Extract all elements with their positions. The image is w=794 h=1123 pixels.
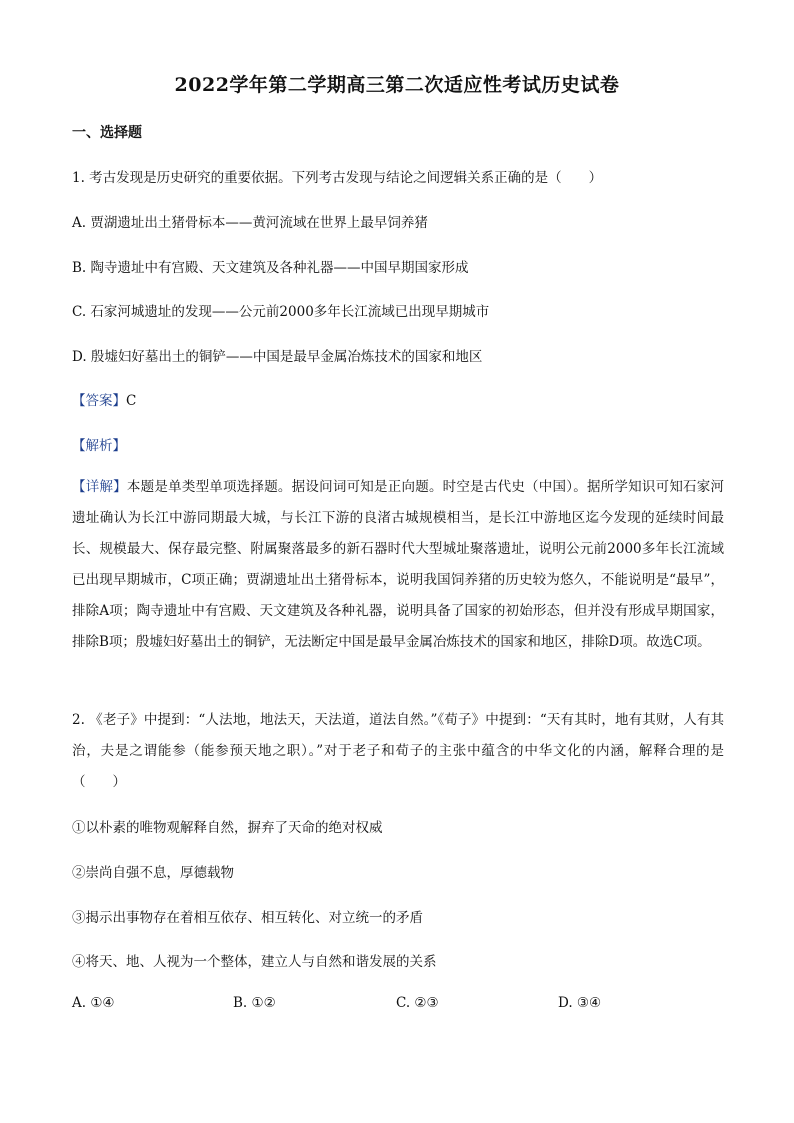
answer-tag: 【答案】 <box>72 393 126 409</box>
section-heading: 一、选择题 <box>72 125 142 141</box>
detail-text: 本题是单类型单项选择题。据设问词可知是正向题。时空是古代史（中国）。据所学知识可知石家河遗址确认为长江中游同期最大城，与长江下游的良渚古城规模相当，是长江中游地区迄今发现的延续时间最长、规模最大、保存最完整、附属聚落最多的新石器时代大型城址聚落遗址，说明公元前2000多年长江流域已出现早期城市，C项正确；贾湖遗址出土猪骨标本，说明我国饲养猪的历史较为悠久，不能说明是“最早”，排除A项；陶寺遗址中有宫殿、天文建筑及各种礼器，说明具备了国家的初始形态，但并没有形成早期国家，排除B项；殷墟妇好墓出土的铜铲，无法断定中国是最早金属冶炼技术的国家和地区，排除D项。故选C项。 <box>72 479 725 650</box>
question-2-stem: 2. 《老子》中提到：“人法地，地法天，天法道，道法自然。”《荀子》中提到：“天有其时，地有其财，人有其治，夫是之谓能参（能参预天地之职）。”对于老子和荀子的主张中蕴含的中华文化的内涵，解释合理的是（ ） <box>72 712 724 790</box>
question-1-option-b: B. 陶寺遗址中有宫殿、天文建筑及各种礼器——中国早期国家形成 <box>72 260 469 276</box>
detail-tag: 【详解】 <box>72 479 127 495</box>
question-1-option-d: D. 殷墟妇好墓出土的铜铲——中国是最早金属冶炼技术的国家和地区 <box>72 349 483 365</box>
exam-title: 2022学年第二学期高三第二次适应性考试历史试卷 <box>174 74 620 96</box>
question-2-choice-b: B. ①② <box>233 995 276 1011</box>
question-2-item-2: ②崇尚自强不息，厚德载物 <box>72 865 234 881</box>
question-2-choice-d: D. ③④ <box>558 995 602 1011</box>
detail-paragraph <box>72 472 724 658</box>
question-2-choice-a: A. ①④ <box>72 995 115 1011</box>
question-2-item-1: ①以朴素的唯物观解释自然，摒弃了天命的绝对权威 <box>72 820 383 836</box>
analysis-tag: 【解析】 <box>72 438 126 454</box>
answer-line <box>72 389 728 409</box>
question-2-item-4: ④将天、地、人视为一个整体，建立人与自然和谐发展的关系 <box>72 954 437 970</box>
question-1-option-c: C. 石家河城遗址的发现——公元前2000多年长江流域已出现早期城市 <box>72 304 490 320</box>
analysis-line <box>72 434 728 454</box>
question-1-stem: 1. 考古发现是历史研究的重要依据。下列考古发现与结论之间逻辑关系正确的是（ ） <box>72 170 603 186</box>
question-1-option-a: A. 贾湖遗址出土猪骨标本——黄河流域在世界上最早饲养猪 <box>72 215 428 231</box>
question-2-item-3: ③揭示出事物存在着相互依存、相互转化、对立统一的矛盾 <box>72 910 423 926</box>
answer-value: C <box>126 393 137 409</box>
question-2-choice-c: C. ②③ <box>396 995 439 1011</box>
